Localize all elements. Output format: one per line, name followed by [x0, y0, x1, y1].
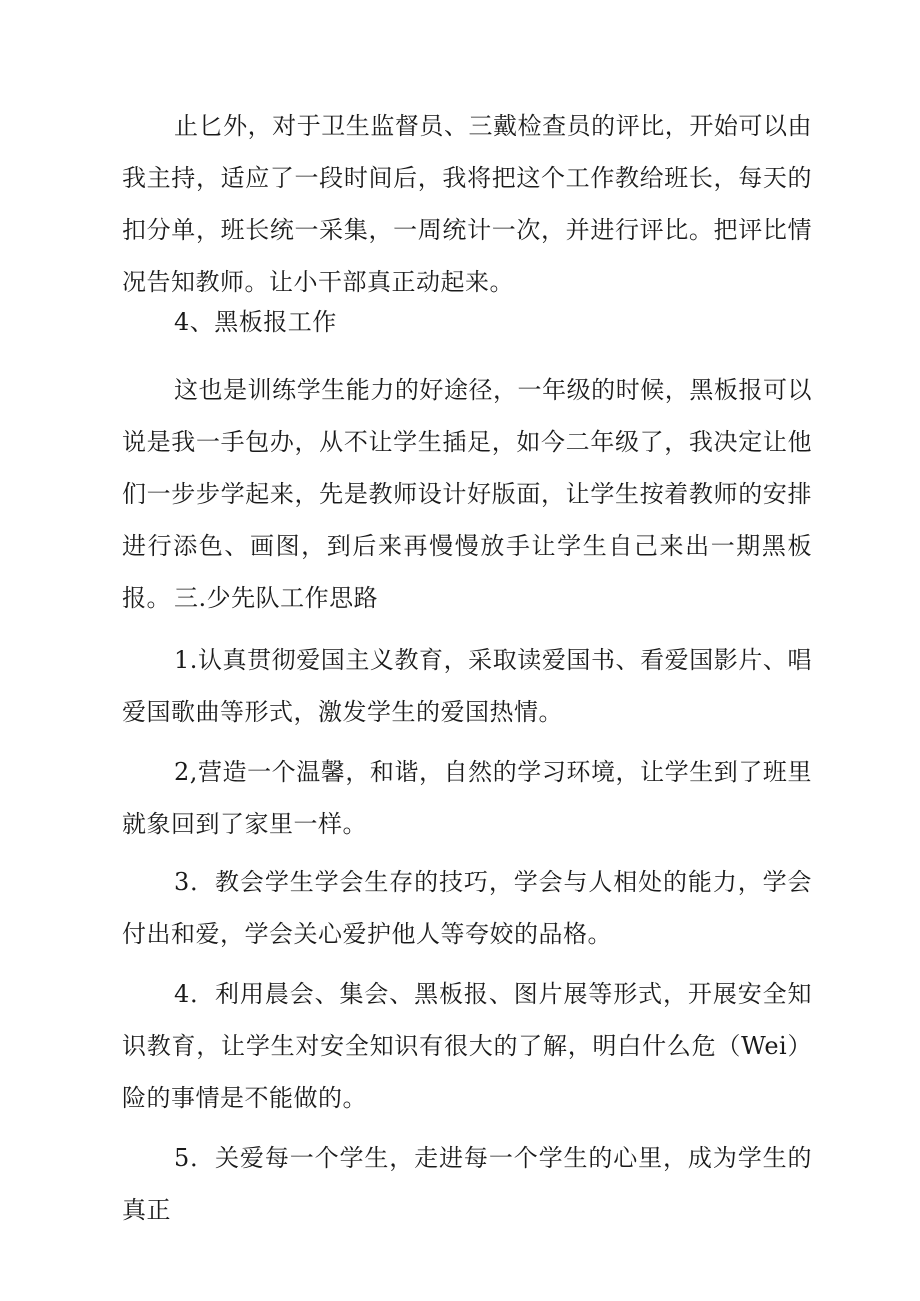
list-item-1: 1.认真贯彻爱国主义教育，采取读爱国书、看爱国影片、唱爱国歌曲等形式，激发学生的爱国热情。	[122, 646, 812, 726]
list-item-5: 5．关爱每一个学生，走进每一个学生的心里，成为学生的真正	[122, 1144, 812, 1224]
heading-young-pioneers-plan: 三.少先队工作思路	[174, 584, 379, 612]
paragraph-inspector-evaluation: 止匕外，对于卫生监督员、三戴检查员的评比，开始可以由我主持，适应了一段时间后，我将把这个工作教给班长，每天的扣分单，班长统一采集，一周统计一次，并进行评比。把评比情况告知教师。让小干部真正动起来。	[122, 112, 812, 296]
list-item-4: 4．利用晨会、集会、黑板报、图片展等形式，开展安全知识教育，让学生对安全知识有很大的了解，明白什么危（Wei）险的事情是不能做的。	[122, 980, 812, 1112]
list-item-2: 2,营造一个温馨，和谐，自然的学习环境，让学生到了班里就象回到了家里一样。	[122, 758, 812, 838]
paragraph-blackboard-training: 这也是训练学生能力的好途径，一年级的时候，黑板报可以说是我一手包办，从不让学生插足，如今二年级了，我决定让他们一步步学起来，先是教师设计好版面，让学生按着教师的安排进行添色、画图，到后来再慢慢放手让学生自己来出一期黑板报。	[122, 376, 812, 612]
list-item-3: 3．教会学生学会生存的技巧，学会与人相处的能力，学会付出和爱，学会关心爱护他人等夸姣的品格。	[122, 868, 812, 948]
heading-blackboard-work: 4、黑板报工作	[174, 308, 337, 336]
